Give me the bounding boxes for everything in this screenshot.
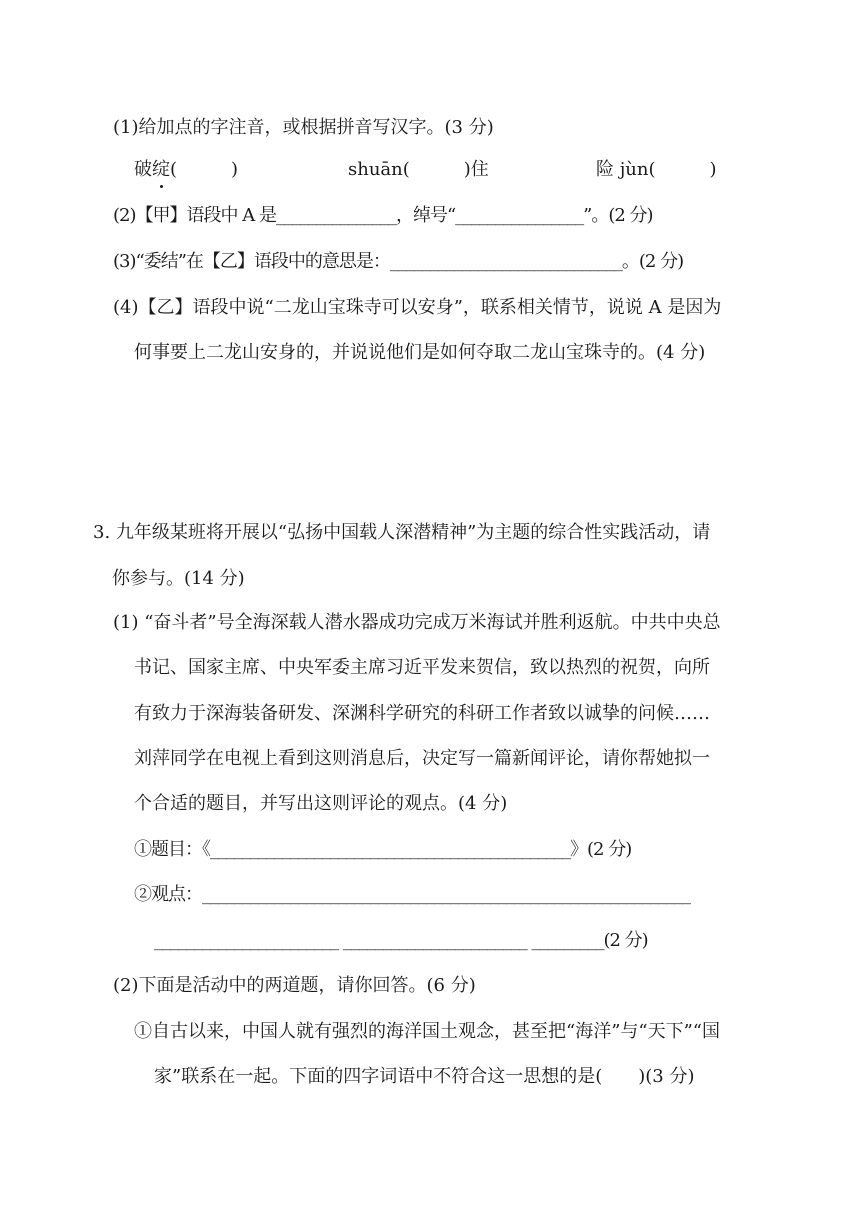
q3-heading-line1: 3. 九年级某班将开展以“弘扬中国载人深潜精神”为主题的综合性实践活动，请 (93, 522, 711, 543)
q2-answer-blank-1[interactable]: ( ) (170, 159, 239, 180)
q2-sub1-prompt: (1)给加点的字注音，或根据拼音写汉字。(3 分) (113, 117, 494, 138)
q2-answer-blank-2[interactable] (410, 159, 464, 180)
q3-viewpoint-answer-line[interactable]: ②观点：_____________________________________________________________ (134, 884, 690, 905)
q3-sub1-line3: 有致力于深海装备研发、深渊科学研究的科研工作者致以诚挚的问候…… (134, 703, 710, 724)
q2-word-xianjun[interactable]: 险 jùn( ) (596, 159, 717, 180)
q2-word-pozhan-char1: 破 (134, 159, 152, 180)
q3-sub2-q1-line1: ①自古以来，中国人就有强烈的海洋国土观念，甚至把“海洋”与“天下”“国 (134, 1021, 721, 1042)
q3-sub1-line1: (1) “奋斗者”号全海深载人潜水器成功完成万米海试并胜利返航。中共中央总 (113, 612, 721, 633)
q2-word-pozhan (134, 158, 238, 182)
q2-sub4-line1: (4)【乙】语段中说“二龙山宝珠寺可以安身”，联系相关情节，说说 A 是因为 (113, 297, 722, 318)
q3-heading-line2: 你参与。(14 分) (112, 568, 245, 589)
q2-sub3-prompt[interactable]: (3)“委结”在【乙】语段中的意思是：_____________________________。(2 分) (113, 251, 684, 272)
q3-sub1-line2: 书记、国家主席、中央军委主席习近平发来贺信，致以热烈的祝贺，向所 (134, 657, 710, 678)
q3-sub1-line5: 个合适的题目，并写出这则评论的观点。(4 分) (134, 793, 508, 814)
q3-sub1-line4: 刘萍同学在电视上看到这则消息后，决定写一篇新闻评论，请你帮她拟一 (134, 748, 710, 769)
q2-sub4-line2: 何事要上二龙山安身的，并说说他们是如何夺取二龙山宝珠寺的。(4 分) (134, 342, 706, 363)
q2-word-pozhan-dotted-char: 绽 (152, 159, 170, 180)
q2-sub2-prompt[interactable]: (2)【甲】语段中 A 是_______________，绰号“________________”。(2 分) (113, 205, 653, 226)
q3-viewpoint-answer-line2[interactable]: _______________________ _______________________ _________(2 分) (154, 930, 648, 951)
q2-word-shuan (348, 158, 489, 182)
q3-sub2-prompt: (2)下面是活动中的两道题，请你回答。(6 分) (113, 975, 476, 996)
q2-word-shuan-pinyin: shuān( (348, 159, 410, 180)
q3-sub2-q1-line2[interactable]: 家”联系在一起。下面的四字词语中不符合这一思想的是( )(3 分) (154, 1066, 695, 1087)
q3-title-answer-line[interactable]: ①题目：《_____________________________________________》(2 分) (134, 839, 632, 860)
q2-word-shuan-char: )住 (463, 159, 489, 180)
